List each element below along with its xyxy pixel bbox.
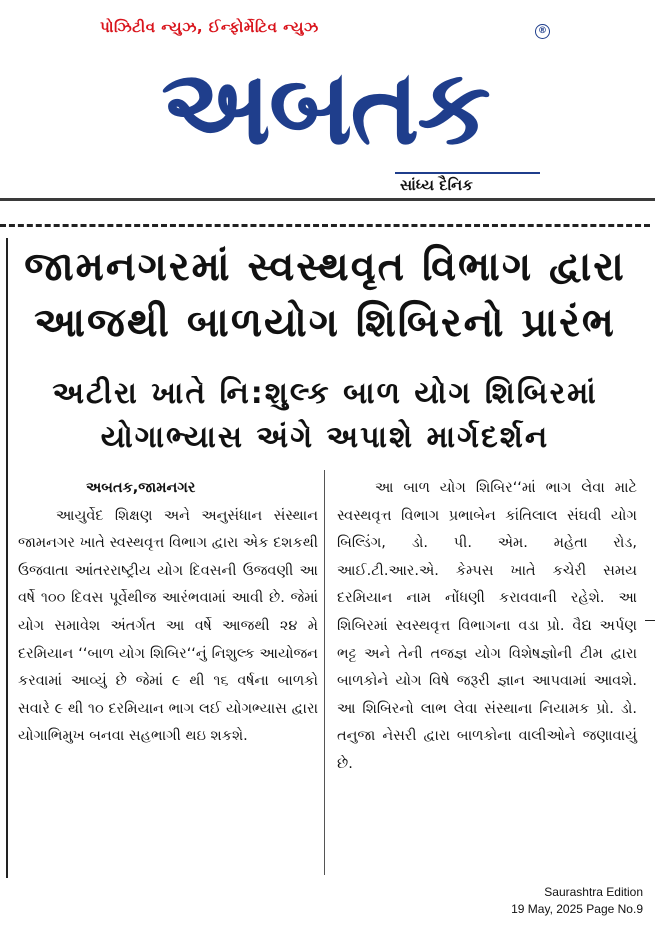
- page-footer: [511, 884, 643, 918]
- masthead-tagline: પોઝિટીવ ન્યુઝ, ઈન્ફોર્મેટિવ ન્યુઝ: [100, 18, 319, 36]
- logo-underline: [395, 172, 540, 174]
- subheadline-line-2: યોગાભ્યાસ અંગે અપાશે માર્ગદર્શન: [100, 420, 550, 455]
- masthead-divider: [0, 198, 655, 201]
- masthead: [0, 0, 655, 205]
- headline-line-2: આજથી બાળયોગ શિબિરનો પ્રારંભ: [34, 300, 616, 346]
- article-paragraph-1: આયુર્વેદ શિક્ષણ અને અનુસંધાન સંસ્થાન જામનગર ખાતે સ્વસ્થવૃત્ત વિભાગ દ્વારા એક દશકથી ઉજવાતા આંતરરાષ્ટ્રીય યોગ દિવસની ઉજવણી આ વર્ષે ૧૦૦ દિવસ પૂર્વેથીજ આરંભવામાં આવી છે. જેમાં યોગ સમાવેશ અંતર્ગત આ વર્ષે આજથી ૨૪ મે દરમિયાન ‘‘બાળ યોગ શિબિર‘‘નું નિશુલ્ક આયોજન કરવામાં આવ્યું છે જેમાં ૯ થી ૧૬ વર્ષના બાળકો સવારે ૯ થી ૧૦ દરમિયાન ભાગ લઈ યોગભ્યાસ દ્વારા યોગાભિમુખ બનવા સહભાગી થઇ શકશે.: [18, 507, 318, 745]
- margin-mark: [645, 620, 655, 621]
- newspaper-logo: અબતક: [161, 46, 489, 168]
- article-dateline: અબતક,જામનગર: [86, 480, 196, 496]
- edition-type-label: સાંધ્ય દૈનિક: [400, 176, 473, 194]
- headline-line-1: જામનગરમાં સ્વસ્થવૃત વિભાગ દ્વારા: [24, 244, 626, 290]
- article-border-left: [6, 238, 8, 878]
- article-column-right: [337, 475, 637, 779]
- article-paragraph-2: આ બાળ યોગ શિબિર‘‘માં ભાગ લેવા માટે સ્વસ્થવૃત્ત વિભાગ પ્રભાબેન કાંતિલાલ સંઘવી યોગ બિલ્ડિંગ, ડો. પી. એમ. મહેતા રોડ, આઈ.ટી.આર.એ. કેમ્પસ ખાતે કચેરી સમય દરમિયાન નામ નોંધણી કરાવવાની રહેશે. આ શિબિરમાં સ્વસ્થવૃત્ત વિભાગના વડા પ્રો. વૈદ્ય અર્પણ ભટ્ટ અને તેની તજજ્ઞ યોગ વિશેષજ્ઞોની ટીમ દ્વારા બાળકોને યોગ વિષે જરૂરી જ્ઞાન આપવામાં આવશે. આ શિબિરનો લાભ લેવા સંસ્થાના નિયામક પ્રો. ડો. તનુજા નેસરી દ્વારા બાળકોના વાલીઓને જણાવાયું છે.: [337, 480, 637, 772]
- registered-mark-icon: ®: [535, 24, 550, 39]
- column-divider: [324, 470, 325, 875]
- edition-name: Saurashtra Edition: [544, 885, 643, 899]
- dashed-separator: [0, 224, 650, 227]
- subheadline-line-1: અટીરા ખાતે નિ:શુલ્ક બાળ યોગ શિબિરમાં: [52, 376, 598, 411]
- date-page-number: 19 May, 2025 Page No.9: [511, 902, 643, 916]
- article-column-left: [18, 475, 318, 751]
